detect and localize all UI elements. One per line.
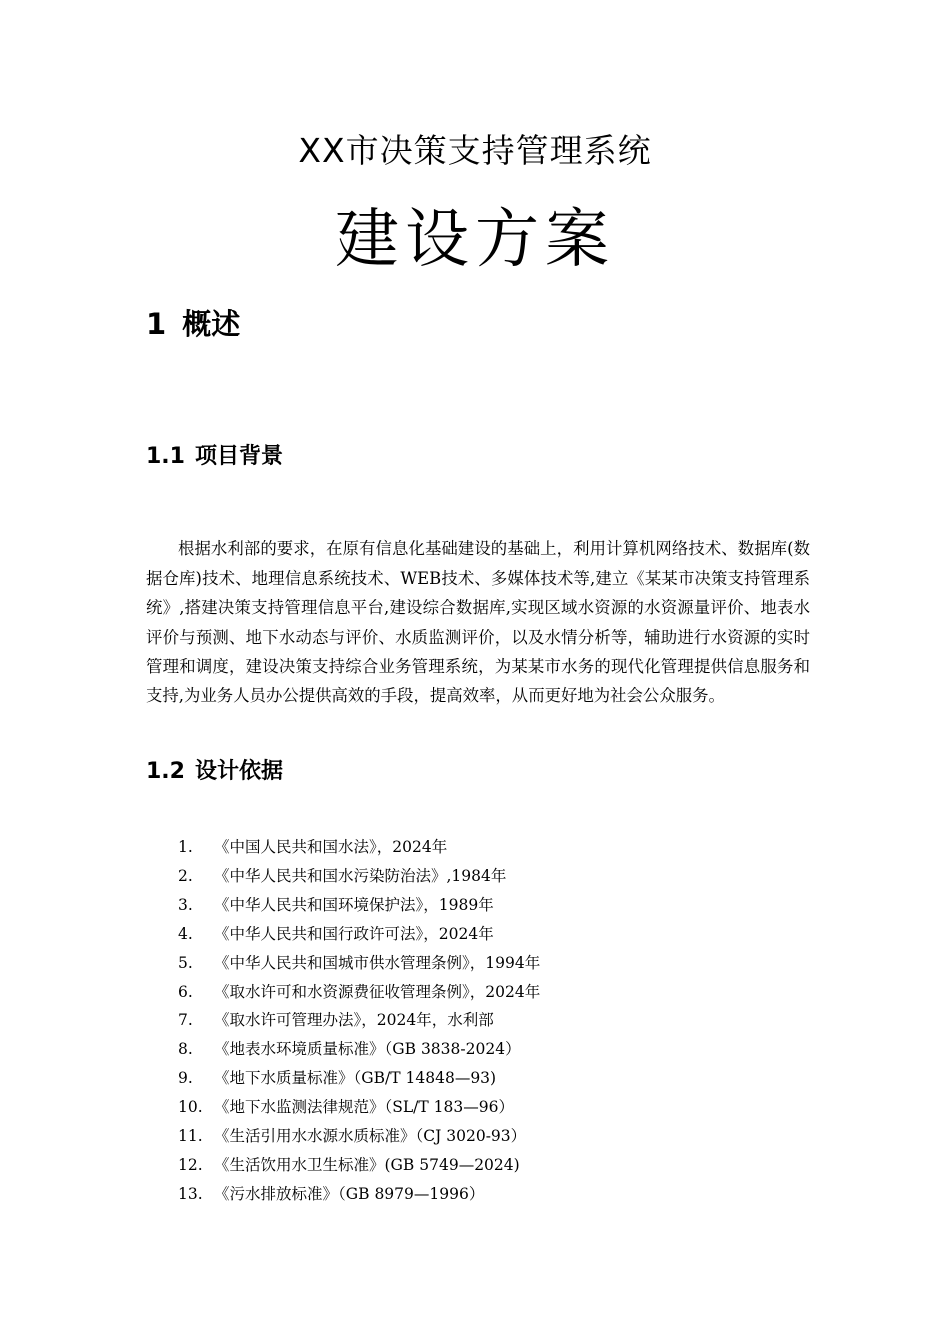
section-heading-overview (146, 302, 240, 346)
list-item-index: 2. (178, 866, 193, 885)
list-item (178, 920, 540, 949)
list-item-index: 3. (178, 895, 193, 914)
list-item-index: 6. (178, 982, 193, 1001)
list-item-text: 《中华人民共和国城市供水管理条例》，1994年 (214, 953, 541, 972)
document-title: XX市决策支持管理系统 (298, 131, 652, 170)
list-item-index: 4. (178, 924, 193, 943)
list-item-index: 11. (178, 1127, 203, 1146)
list-item-text: 《中华人民共和国水污染防治法》,1984年 (214, 866, 507, 885)
subsection-heading-background (146, 440, 283, 474)
list-item-text: 《地表水环境质量标准》（GB 3838-2024） (214, 1040, 521, 1059)
list-item (178, 978, 540, 1007)
section-title: 概述 (182, 307, 241, 341)
list-item-index: 8. (178, 1040, 193, 1059)
subsection-number: 1.2 (146, 759, 185, 784)
list-item-text: 《取水许可和水资源费征收管理条例》，2024年 (214, 982, 541, 1001)
list-item-text: 《生活饮用水卫生标准》(GB 5749—2024) (214, 1155, 520, 1174)
list-item-text: 《地下水质量标准》（GB/T 14848—93) (214, 1069, 497, 1088)
list-item-text: 《取水许可管理办法》，2024年，水利部 (214, 1011, 494, 1030)
reference-list (178, 833, 540, 1209)
subsection-title: 设计依据 (194, 759, 283, 784)
subsection-heading-design-basis (146, 755, 283, 789)
list-item (178, 1035, 540, 1064)
section-number: 1 (146, 307, 167, 341)
list-item (178, 949, 540, 978)
list-item (178, 1064, 540, 1093)
subsection-number: 1.1 (146, 444, 185, 469)
list-item-text: 《污水排放标准》（GB 8979—1996） (214, 1184, 485, 1203)
list-item-index: 13. (178, 1184, 203, 1203)
list-item-index: 7. (178, 1011, 193, 1030)
list-item-text: 《中国人民共和国水法》，2024年 (214, 838, 448, 856)
document-subtitle: 建设方案 (335, 203, 615, 277)
list-item (178, 1006, 540, 1035)
list-item-text: 《生活引用水水源水质标准》（CJ 3020-93） (214, 1127, 527, 1146)
list-item-index: 5. (178, 953, 193, 972)
list-item (178, 891, 540, 920)
list-item-text: 《地下水监测法律规范》（SL/T 183—96） (214, 1098, 514, 1117)
list-item (178, 1093, 540, 1122)
list-item-index: 1. (178, 838, 193, 856)
list-item (178, 833, 540, 862)
list-item-index: 9. (178, 1069, 193, 1088)
list-item (178, 1180, 540, 1209)
list-item-index: 10. (178, 1098, 203, 1117)
list-item-text: 《中华人民共和国行政许可法》，2024年 (214, 924, 494, 943)
list-item (178, 1122, 540, 1151)
background-paragraph: 根据水利部的要求，在原有信息化基础建设的基础上，利用计算机网络技术、数据库(数据仓库)技术、地理信息系统技术、WEB技术、多媒体技术等,建立《某某市决策支持管理系统》,搭建决策支持管理信息平台,建设综合数据库,实现区域水资源的水资源量评价、地表水评价与预测、地下水动态与评价、水质监测评价，以及水情分析等，辅助进行水资源的实时管理和调度，建设决策支持综合业务管理系统，为某某市水务的现代化管理提供信息服务和支持,为业务人员办公提供高效的手段，提高效率，从而更好地为社会公众服务。 (146, 539, 810, 706)
subsection-title: 项目背景 (194, 444, 283, 469)
list-item-index: 12. (178, 1155, 203, 1174)
list-item (178, 1151, 540, 1180)
list-item (178, 862, 540, 891)
list-item-text: 《中华人民共和国环境保护法》，1989年 (214, 895, 494, 914)
